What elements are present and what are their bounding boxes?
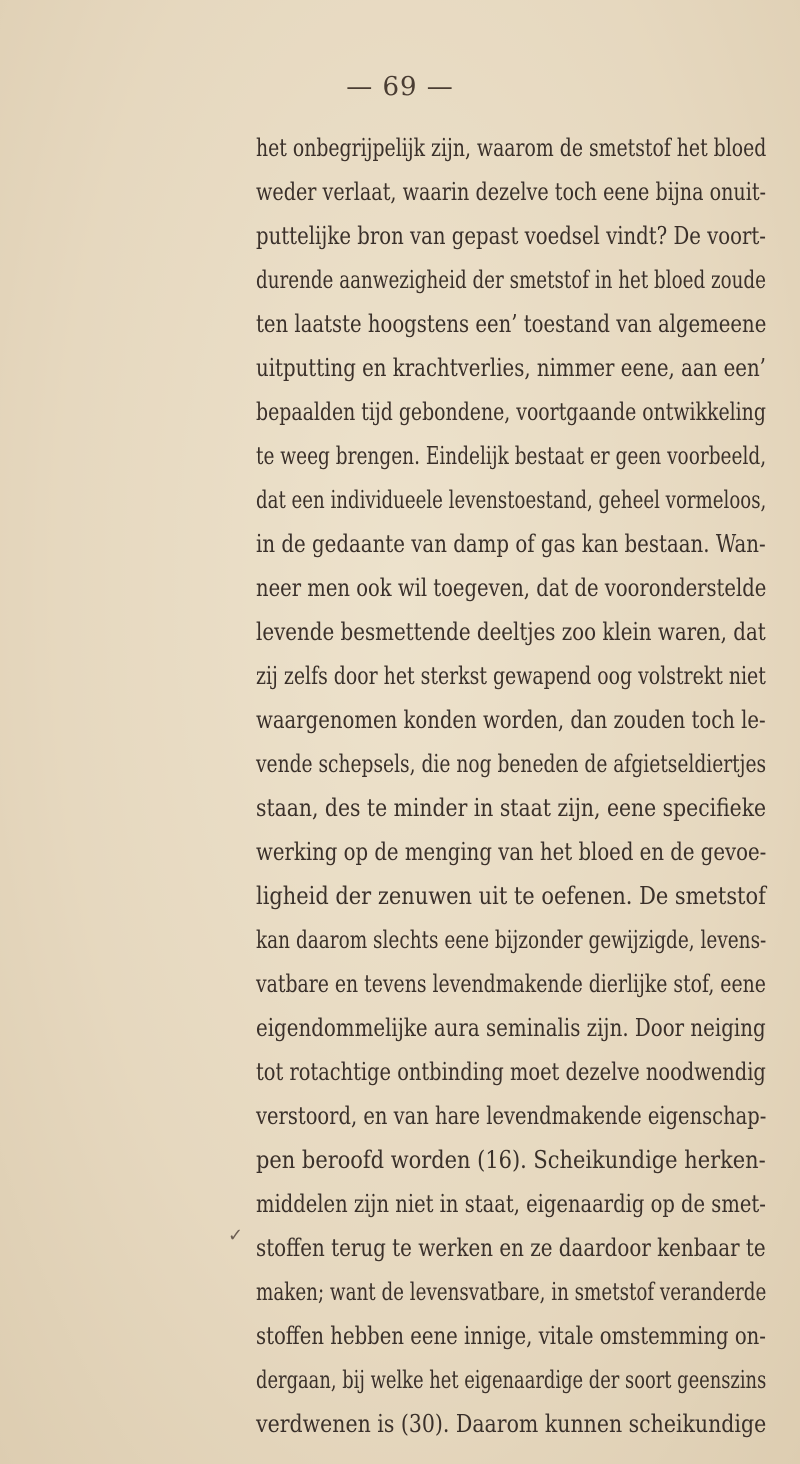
text-line: weder verlaat, waarin dezelve toch eene bijna onuit-	[256, 177, 767, 206]
text-line: waargenomen konden worden, dan zouden toch le-	[256, 705, 766, 734]
text-line: stoffen hebben eene innige, vitale omstemming on-	[256, 1321, 766, 1350]
text-line: eigendommelijke aura seminalis zijn. Door neiging	[256, 1013, 766, 1042]
text-line: te weeg brengen. Eindelijk bestaat er geen voorbeeld,	[256, 441, 767, 470]
text-line: neer men ook wil toegeven, dat de vooronderstelde	[256, 573, 767, 602]
text-line: maken; want de levensvatbare, in smetstof veranderde	[256, 1277, 767, 1306]
margin-mark: ✓	[228, 1225, 244, 1246]
text-line: stoffen terug te werken en ze daardoor kenbaar te	[256, 1233, 766, 1262]
text-line: middelen zijn niet in staat, eigenaardig op de smet-	[256, 1189, 766, 1218]
text-line: staan, des te minder in staat zijn, eene specifieke	[256, 793, 767, 822]
text-line: zij zelfs door het sterkst gewapend oog volstrekt niet	[256, 661, 766, 690]
text-line: levende besmettende deeltjes zoo klein waren, dat	[256, 617, 766, 646]
text-line: het onbegrijpelijk zijn, waarom de smetstof het bloed	[256, 133, 767, 162]
page-number: — 69 —	[346, 72, 454, 102]
text-line: kan daarom slechts eene bijzonder gewijzigde, levens-	[256, 925, 767, 954]
text-line: uitputting en krachtverlies, nimmer eene, aan een’	[256, 353, 766, 382]
text-line: bepaalden tijd gebondene, voortgaande ontwikkeling	[256, 397, 766, 426]
text-line: ligheid der zenuwen uit te oefenen. De smetstof	[256, 881, 766, 910]
text-line: verdwenen is (30). Daarom kunnen scheikundige	[256, 1409, 767, 1438]
text-line: tot rotachtige ontbinding moet dezelve noodwendig	[256, 1057, 766, 1086]
text-line: werking op de menging van het bloed en de gevoe-	[256, 837, 767, 866]
text-line: pen beroofd worden (16). Scheikundige herken-	[256, 1145, 766, 1174]
text-line: in de gedaante van damp of gas kan bestaan. Wan-	[256, 529, 766, 558]
text-line: vatbare en tevens levendmakende dierlijke stof, eene	[256, 969, 766, 998]
text-line: dat een individueele levenstoestand, geheel vormeloos,	[256, 485, 767, 514]
text-line: durende aanwezigheid der smetstof in het bloed zoude	[256, 265, 766, 294]
text-line: ten laatste hoogstens een’ toestand van algemeene	[256, 309, 767, 338]
text-line: puttelijke bron van gepast voedsel vindt? De voort-	[256, 221, 766, 250]
text-line: dergaan, bij welke het eigenaardige der soort geenszins	[256, 1365, 767, 1394]
text-line: vende schepsels, die nog beneden de afgietseldiertjes	[256, 749, 767, 778]
text-line: verstoord, en van hare levendmakende eigenschap-	[256, 1101, 767, 1130]
